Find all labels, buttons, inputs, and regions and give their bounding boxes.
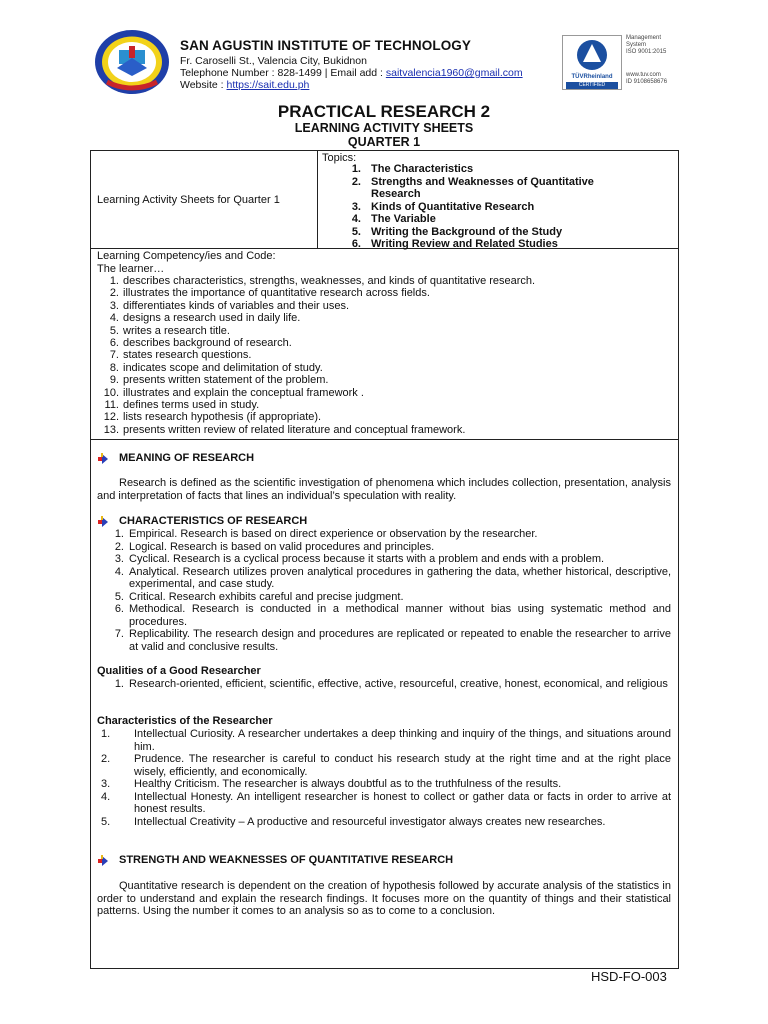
arrow-bullet-icon: [97, 515, 109, 527]
list-item: 3. Kinds of Quantitative Research: [351, 200, 535, 213]
certified-label: CERTIFIED: [566, 82, 618, 89]
section-heading-text: STRENGTH AND WEAKNESSES OF QUANTITATIVE RESEARCH: [119, 854, 454, 866]
list-item: 1. The Characteristics: [351, 163, 474, 175]
page-title: PRACTICAL RESEARCH 2: [277, 102, 491, 121]
section-heading-text: CHARACTERISTICS OF RESEARCH: [119, 515, 308, 527]
arrow-bullet-icon: [97, 854, 109, 866]
school-name: SAN AGUSTIN INSTITUTE OF TECHNOLOGY: [180, 38, 472, 53]
list-item: 5. Critical. Research exhibits careful and precise judgment.: [114, 590, 404, 603]
cert-url: www.tuv.com: [626, 72, 661, 78]
quarter-label-left: Learning Activity Sheets for Quarter 1: [97, 194, 280, 206]
list-item: 10. illustrates and explain the conceptual framework .: [103, 386, 364, 399]
list-item: 2. Logical. Research is based on valid procedures and principles.: [114, 540, 435, 553]
list-item: 6. Methodical. Research is conducted in a methodical manner without bias using systematic method and procedures.: [114, 603, 671, 628]
cert-line: Management: [626, 35, 662, 41]
form-code: HSD-FO-003: [591, 969, 667, 984]
topics-label: Topics:: [322, 152, 357, 164]
school-logo: [93, 28, 171, 96]
cert-line: System: [626, 42, 647, 48]
website-link[interactable]: https://sait.edu.ph: [226, 79, 310, 91]
quarter-label: QUARTER 1: [347, 135, 421, 149]
qualities-heading: Qualities of a Good Researcher: [97, 665, 261, 677]
list-item: 7. Replicability. The research design and procedures are replicated or repeated to enable the researcher to arrive at valid and conclusive results.: [114, 628, 671, 653]
divider: [317, 151, 318, 248]
list-item: Research: [371, 188, 421, 200]
tuv-brand: TÜVRheinland: [571, 74, 613, 80]
telephone-text: Telephone Number : 828-1499 | Email add :: [180, 67, 386, 79]
list-item: 3. Healthy Criticism. The researcher is always doubtful as to the truthfulness of the results.: [101, 778, 562, 790]
list-item: 6. describes background of research.: [109, 337, 292, 350]
cert-id: ID 9108658676: [626, 79, 668, 85]
competency-heading: Learning Competency/ies and Code:: [97, 250, 276, 262]
topics-box: [90, 150, 679, 249]
meaning-heading: [97, 451, 254, 465]
competency-intro: The learner…: [97, 263, 165, 275]
website-line: [180, 79, 309, 91]
list-item: 2. illustrates the importance of quantitative research across fields.: [109, 287, 430, 300]
researcher-list: [101, 728, 671, 828]
email-link[interactable]: saitvalencia1960@gmail.com: [385, 67, 523, 79]
section-heading-text: MEANING OF RESEARCH: [119, 452, 255, 464]
list-item: 2. Prudence. The researcher is careful to conduct his research study at the right time and at the right place wisely, efficiently, and economically.: [101, 753, 671, 778]
list-item: 1. Empirical. Research is based on direct experience or observation by the researcher.: [114, 528, 538, 540]
meaning-text: Research is defined as the scientific investigation of phenomena which includes collection, presentation, analysis and interpretation of facts that lines an individual’s speculation with reality.: [97, 477, 671, 502]
cert-line: ISO 9001:2015: [626, 49, 667, 55]
list-item: 1. Intellectual Curiosity. A researcher undertakes a deep thinking and inquiry of the things, and situations around him.: [101, 728, 671, 753]
page-subtitle: LEARNING ACTIVITY SHEETS: [294, 121, 474, 135]
list-item: 12. lists research hypothesis (if appropriate).: [103, 411, 322, 424]
topics-list: [319, 163, 659, 251]
list-item: 3. differentiates kinds of variables and their uses.: [109, 299, 350, 312]
certification-badge: [562, 35, 688, 90]
researcher-heading: Characteristics of the Researcher: [97, 715, 273, 727]
list-item: 4. The Variable: [351, 213, 436, 225]
list-item: 7. states research questions.: [109, 349, 252, 362]
list-item: 6. Writing Review and Related Studies: [351, 238, 558, 250]
competency-box: [90, 248, 679, 440]
website-label: Website :: [180, 79, 227, 91]
school-address: Fr. Caroselli St., Valencia City, Bukidnon: [180, 55, 367, 67]
list-item: 4. designs a research used in daily life.: [109, 312, 301, 325]
content-box: [90, 440, 679, 969]
strength-heading: [97, 853, 453, 867]
list-item: 1. describes characteristics, strengths, weaknesses, and kinds of quantitative research.: [109, 275, 536, 287]
list-item: 4. Intellectual Honesty. An intelligent researcher is honest to collect or gather data or facts in order to arrive at honest results.: [101, 790, 671, 815]
characteristics-list: [101, 528, 671, 653]
list-item: 13. presents written review of related literature and conceptual framework.: [103, 423, 466, 436]
list-item: 2. Strengths and Weaknesses of Quantitative: [351, 175, 594, 188]
list-item: 5. writes a research title.: [109, 324, 230, 337]
characteristics-heading: [97, 514, 307, 528]
list-item: 4. Analytical. Research utilizes proven analytical procedures in gathering the data, whether historical, descriptive, experimental, and case study.: [114, 565, 671, 590]
list-item: 9. presents written statement of the problem.: [109, 374, 329, 387]
contact-line: [180, 67, 523, 79]
list-item: 5. Writing the Background of the Study: [351, 225, 563, 238]
tuv-logo: [562, 35, 622, 90]
arrow-bullet-icon: [97, 452, 109, 464]
list-item: 11. defines terms used in study.: [104, 399, 260, 412]
strength-text: Quantitative research is dependent on the creation of hypothesis followed by accurate analysis of the statistics in order to understand and explain the research findings. It focuses more on the quantity of things and their statistical patterns. Using the number it comes to an analysis so as to come to a conclusion.: [97, 880, 671, 917]
cert-id-text: [626, 72, 667, 86]
competency-list: [91, 275, 671, 436]
list-item: 3. Cyclical. Research is a cyclical process because it starts with a problem and ends with a problem.: [114, 553, 605, 565]
cert-system-text: [626, 35, 666, 56]
list-item: 5. Intellectual Creativity – A productive and resourceful investigator always creates new researches.: [101, 815, 606, 828]
list-item: 8. indicates scope and delimitation of study.: [109, 361, 323, 374]
qualities-list: [101, 678, 671, 691]
list-item: 1. Research-oriented, efficient, scientific, effective, active, resourceful, creative, honest, economical, and religious: [114, 678, 668, 690]
